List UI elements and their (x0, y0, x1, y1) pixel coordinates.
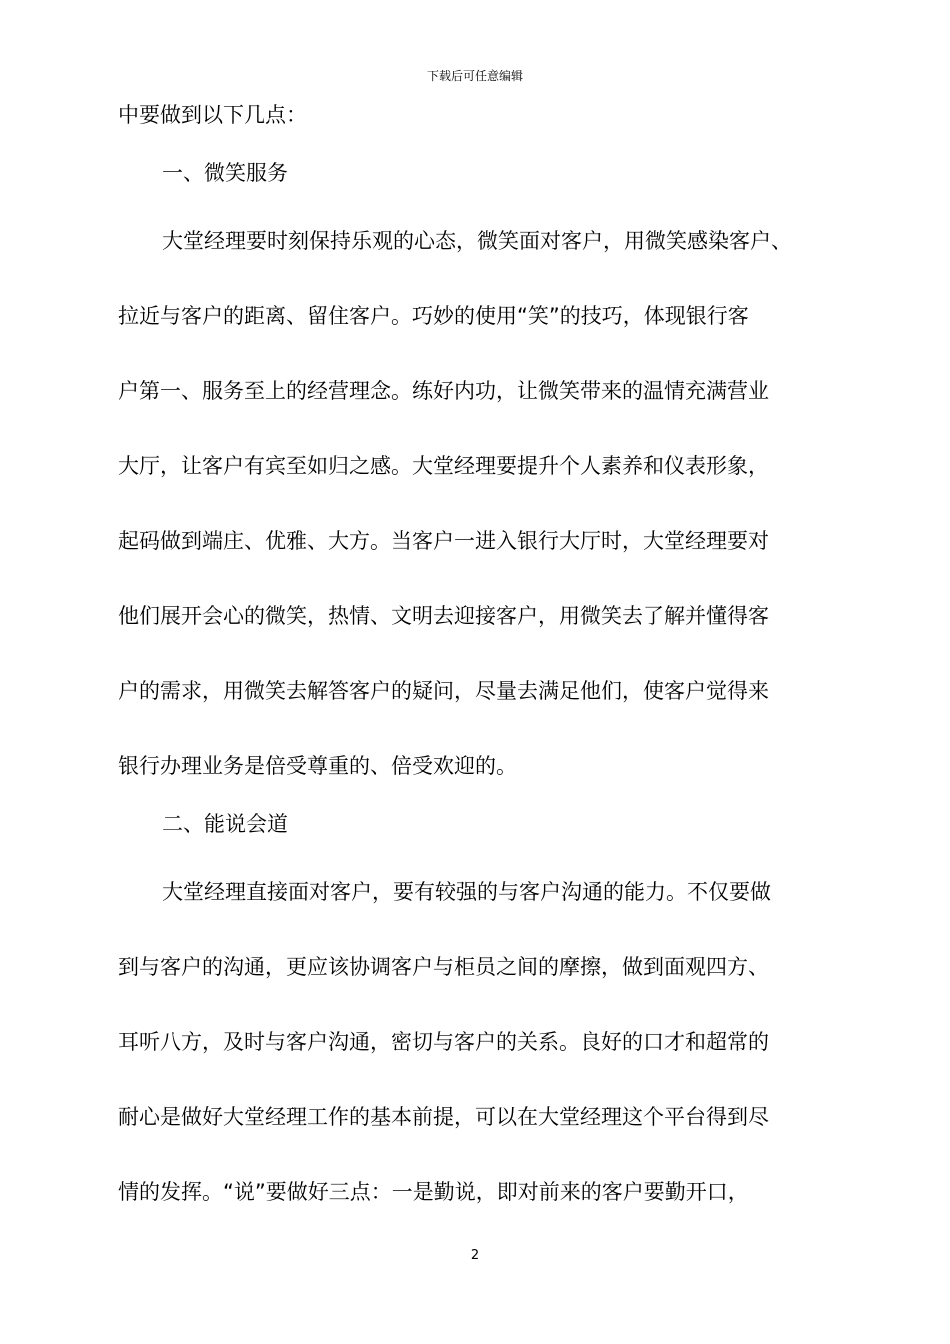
paragraph-line: 耳听八方，及时与客户沟通，密切与客户的关系。良好的口才和超常的 (118, 1030, 769, 1054)
paragraph-line: 户第一、服务至上的经营理念。练好内功，让微笑带来的温情充满营业 (118, 379, 769, 403)
paragraph-line: 大堂经理要时刻保持乐观的心态，微笑面对客户，用微笑感染客户、 (162, 229, 792, 253)
paragraph-line: 大堂经理直接面对客户，要有较强的与客户沟通的能力。不仅要做 (162, 880, 771, 904)
paragraph-line: 到与客户的沟通，更应该协调客户与柜员之间的摩擦，做到面观四方、 (118, 955, 769, 979)
page-header: 下载后可任意编辑 (426, 69, 523, 83)
paragraph-line: 大厅，让客户有宾至如归之感。大堂经理要提升个人素养和仪表形象， (118, 454, 769, 478)
section-heading-communication: 二、能说会道 (162, 812, 288, 836)
paragraph-line: 户的需求，用微笑去解答客户的疑问，尽量去满足他们，使客户觉得来 (118, 679, 769, 703)
paragraph-line: 拉近与客户的距离、留住客户。巧妙的使用“笑”的技巧，体现银行客 (118, 304, 749, 328)
paragraph-continuation-line: 中要做到以下几点： (118, 103, 307, 127)
paragraph-line: 银行办理业务是倍受尊重的、倍受欢迎的。 (118, 754, 517, 778)
paragraph-line: 他们展开会心的微笑，热情、文明去迎接客户，用微笑去了解并懂得客 (118, 604, 769, 628)
paragraph-line: 情的发挥。“说”要做好三点：一是勤说，即对前来的客户要勤开口， (118, 1180, 749, 1204)
document-body (118, 100, 823, 1252)
paragraph-line: 耐心是做好大堂经理工作的基本前提，可以在大堂经理这个平台得到尽 (118, 1105, 769, 1129)
paragraph-line: 起码做到端庄、优雅、大方。当客户一进入银行大厅时，大堂经理要对 (118, 529, 769, 553)
section-heading-smile-service: 一、微笑服务 (162, 161, 288, 185)
page-number: 2 (470, 1248, 480, 1263)
